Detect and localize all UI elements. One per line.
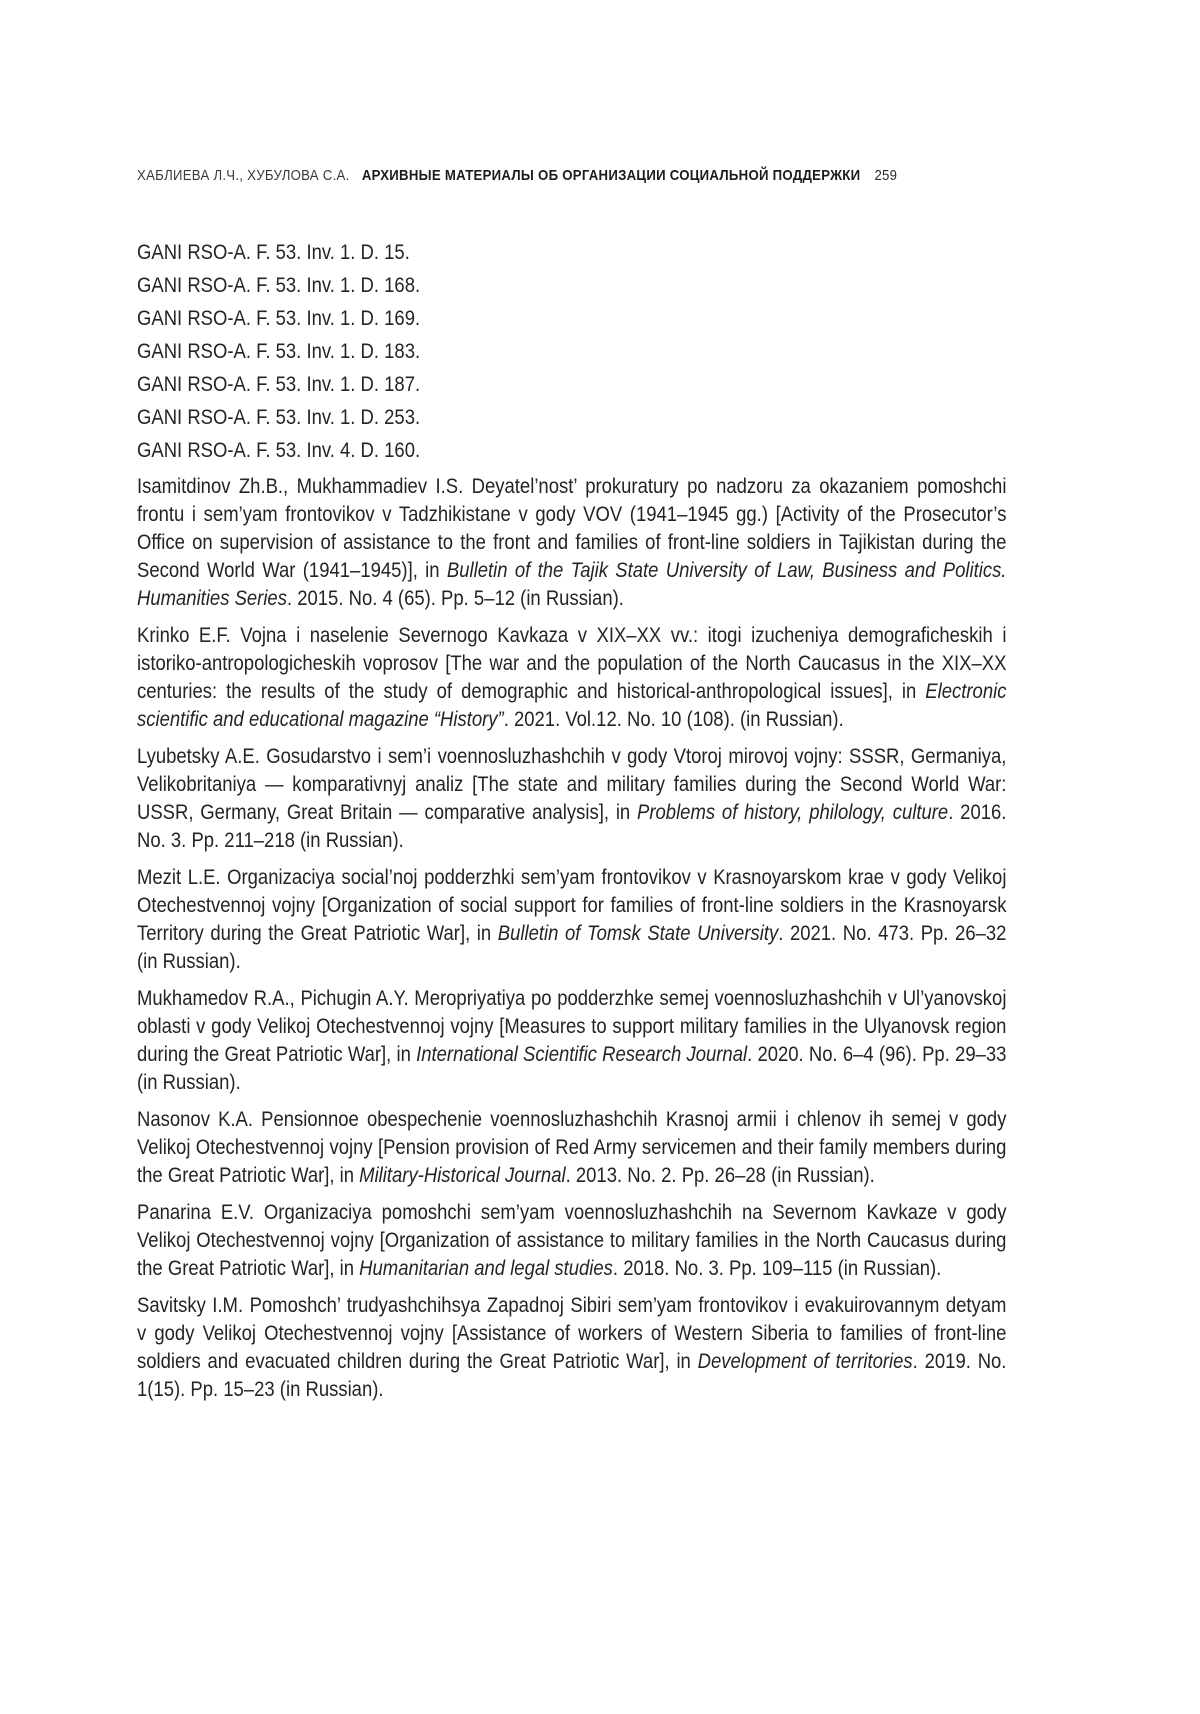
archive-entry: GANI RSO-A. F. 53. Inv. 1. D. 253. <box>137 406 421 429</box>
reference-text: . 2015. No. 4 (65). Pp. 5–12 (in Russian). <box>286 587 624 610</box>
journal-title: Bulletin of the Tajik State University of Law, Business and Politics. Humanities Series <box>137 559 1007 610</box>
reference-text: . 2020. No. 6–4 (96). Pp. 29–33 (in Russian). <box>137 1043 1007 1094</box>
header-authors: ХАБЛИЕВА Л.Ч., ХУБУЛОВА С.А. <box>137 167 350 184</box>
journal-title: Electronic scientific and educational magazine “History” <box>137 680 1007 731</box>
reference-entry <box>137 985 1006 1097</box>
reference-entries-list <box>137 473 1006 1404</box>
reference-text: . 2018. No. 3. Pp. 109–115 (in Russian). <box>612 1257 942 1280</box>
reference-text: . 2013. No. 2. Pp. 26–28 (in Russian). <box>565 1164 875 1187</box>
reference-entry <box>137 622 1006 734</box>
archive-entry: GANI RSO-A. F. 53. Inv. 1. D. 187. <box>137 373 421 396</box>
reference-entry <box>137 743 1006 855</box>
header-article-title: АРХИВНЫЕ МАТЕРИАЛЫ ОБ ОРГАНИЗАЦИИ СОЦИАЛЬНОЙ ПОДДЕРЖКИ <box>361 167 861 184</box>
reference-text: Lyubetsky A.E. Gosudarstvo i sem’i voennosluzhashchih v gody Vtoroj mirovoj vojny: SSSR, Germaniya, Velikobritaniya — komparativnyj analiz [The state and military families during the Second World War: USSR, Germany, Great Britain — comparative analysis], in <box>137 745 1007 824</box>
reference-text: Savitsky I.M. Pomoshch’ trudyashchihsya Zapadnoj Sibiri sem’yam frontovikov i evakuirovannym detyam v gody Velikoj Otechestvennoj vojny [Assistance of workers of Western Siberia to families of front-line soldiers and evacuated children during the Great Patriotic War], in <box>137 1294 1007 1373</box>
reference-text: Panarina E.V. Organizaciya pomoshchi sem’yam voennosluzhashchih na Severnom Kavkaze v gody Velikoj Otechestvennoj vojny [Organization of assistance to military families in the North Caucasus during the Great Patriotic War], in <box>137 1201 1007 1280</box>
archive-entries-list <box>137 239 1006 465</box>
journal-title: International Scientific Research Journal <box>416 1043 748 1066</box>
archive-entry: GANI RSO-A. F. 53. Inv. 1. D. 15. <box>137 241 410 264</box>
journal-title: Development of territories <box>697 1350 913 1373</box>
journal-title: Bulletin of Tomsk State University <box>497 922 779 945</box>
reference-entry <box>137 473 1006 613</box>
journal-title: Humanitarian and legal studies <box>359 1257 613 1280</box>
archive-entry: GANI RSO-A. F. 53. Inv. 4. D. 160. <box>137 439 421 462</box>
archive-entry: GANI RSO-A. F. 53. Inv. 1. D. 168. <box>137 274 421 297</box>
journal-title: Problems of history, philology, culture <box>637 801 949 824</box>
reference-entry <box>137 864 1006 976</box>
reference-text: Krinko E.F. Vojna i naselenie Severnogo Kavkaza v XIX–XX vv.: itogi izucheniya demograficheskih i istoriko-antropologicheskih voprosov [The war and the population of the North Caucasus in the XIX–XX centuries: the results of the study of demographic and historical-anthropological issues], in <box>137 624 1007 703</box>
reference-entry <box>137 1199 1006 1283</box>
reference-entry <box>137 1292 1006 1404</box>
header-page-number: 259 <box>874 167 898 184</box>
reference-text: Mezit L.E. Organizaciya social’noj podderzhki sem’yam frontovikov v Krasnoyarskom krae v gody Velikoj Otechestvennoj vojny [Organization of social support for families of front-line soldiers in the Krasnoyarsk Territory during the Great Patriotic War], in <box>137 866 1007 945</box>
running-header <box>137 166 1006 186</box>
condensed-text-block <box>137 166 1006 1404</box>
reference-text: . 2016. No. 3. Pp. 211–218 (in Russian). <box>137 801 1007 852</box>
archive-entry: GANI RSO-A. F. 53. Inv. 1. D. 169. <box>137 307 421 330</box>
reference-text: . 2021. No. 473. Pp. 26–32 (in Russian). <box>137 922 1007 973</box>
reference-text: Isamitdinov Zh.B., Mukhammadiev I.S. Deyatel’nost’ prokuratury po nadzoru za okazaniem pomoshchi frontu i sem’yam frontovikov v Tadzhikistane v gody VOV (1941–1945 gg.) [Activity of the Prosecutor’s Office on supervision of assistance to the front and families of front-line soldiers in Tajikistan during the Second World War (1941–1945)], in <box>137 475 1007 582</box>
reference-text: . 2021. Vol.12. No. 10 (108). (in Russian). <box>503 708 844 731</box>
reference-entry <box>137 1106 1006 1190</box>
content-column <box>137 166 1007 1413</box>
journal-title: Military-Historical Journal <box>359 1164 566 1187</box>
reference-text: . 2019. No. 1(15). Pp. 15–23 (in Russian). <box>137 1350 1007 1401</box>
reference-text: Nasonov K.A. Pensionnoe obespechenie voennosluzhashchih Krasnoj armii i chlenov ih semej v gody Velikoj Otechestvennoj vojny [Pension provision of Red Army servicemen and their family members during the Great Patriotic War], in <box>137 1108 1007 1187</box>
reference-text: Mukhamedov R.A., Pichugin A.Y. Meropriyatiya po podderzhke semej voennosluzhashchih v Ul’yanovskoj oblasti v gody Velikoj Otechestvennoj vojny [Measures to support military families in the Ulyanovsk region during the Great Patriotic War], in <box>137 987 1007 1066</box>
references-section <box>137 239 1006 1404</box>
archive-entry: GANI RSO-A. F. 53. Inv. 1. D. 183. <box>137 340 421 363</box>
